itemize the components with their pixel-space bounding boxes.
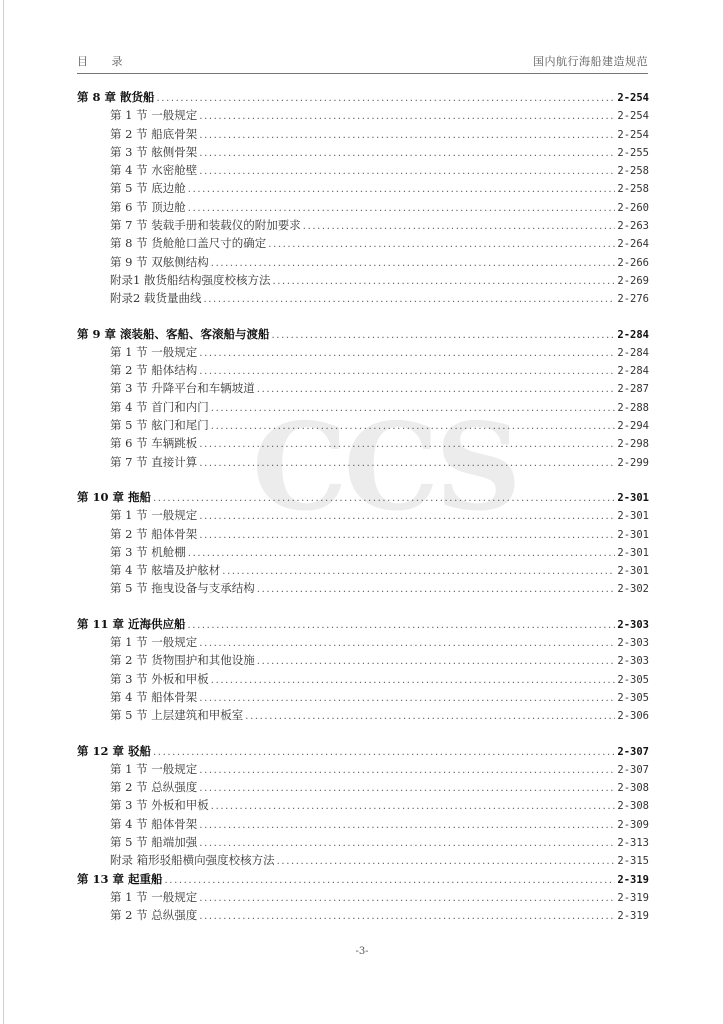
dot-leader [157,90,616,108]
toc-entry-page: 2-287 [617,383,649,396]
toc-entry-page: 2-319 [617,891,649,904]
dot-leader [211,798,616,816]
toc-entry-title: 第 3 节 外板和甲板 [110,671,209,686]
page-edge-left [3,0,4,1024]
dot-leader [199,690,615,708]
toc-section-row[interactable] [77,906,649,924]
toc-entry-page: 2-315 [617,855,649,868]
dot-leader [199,762,615,780]
dot-leader [153,744,615,762]
toc-section-row[interactable] [77,271,649,289]
toc-section-row[interactable] [77,833,649,851]
toc-section-row[interactable] [77,760,649,778]
toc-entry-title: 附录1 散货船结构强度校核方法 [110,272,271,287]
dot-leader [199,527,615,545]
toc-section-row[interactable] [77,579,649,597]
toc-entry-title: 附录 箱形驳船横向强度校核方法 [110,853,275,868]
toc-entry-page: 2-303 [617,618,649,631]
toc-chapter-row[interactable] [77,870,649,888]
toc-section-row[interactable] [77,361,649,379]
toc-entry-page: 2-254 [617,92,649,104]
dot-leader [257,581,616,599]
toc-section-row[interactable] [77,416,649,434]
page-number: -3- [355,946,369,957]
toc-entry-page: 2-254 [617,110,649,123]
toc-chapter-group [77,325,649,471]
toc-section-row[interactable] [77,815,649,833]
toc-entry-page: 2-266 [617,256,649,269]
toc-chapter-row[interactable] [77,742,649,760]
dot-leader [188,545,616,563]
toc-entry-page: 2-313 [617,836,649,849]
toc-entry-title: 第 9 节 双舷侧结构 [110,254,209,269]
toc-entry-title: 第 12 章 驳船 [77,743,152,758]
toc-section-row[interactable] [77,143,649,161]
toc-chapter-group [77,88,649,308]
toc-entry-page: 2-319 [617,873,649,886]
toc-chapter-group [77,870,649,925]
toc-entry-page: 2-254 [617,128,649,141]
toc-section-row[interactable] [77,198,649,216]
toc-entry-title: 第 1 节 一般规定 [110,508,198,523]
toc-entry-title: 第 11 章 近海供应船 [77,616,186,631]
toc-entry-title: 第 4 节 船体骨架 [110,689,198,704]
toc-entry-title: 第 2 节 船体骨架 [110,526,198,541]
toc-entry-title: 第 7 节 装载手册和装载仪的附加要求 [110,218,301,233]
toc-entry-page: 2-284 [617,346,649,359]
toc-section-row[interactable] [77,106,649,124]
toc-entry-title: 第 1 节 一般规定 [110,889,198,904]
toc-section-row[interactable] [77,778,649,796]
toc-section-row[interactable] [77,216,649,234]
dot-leader [211,255,616,273]
toc-entry-page: 2-301 [617,528,649,541]
dot-leader [199,508,615,526]
toc-entry-page: 2-303 [617,655,649,668]
toc-entry-title: 第 7 节 直接计算 [110,454,198,469]
toc-entry-title: 附录2 载货量曲线 [110,291,202,306]
ccs-watermark: CCS [252,397,518,538]
table-of-contents [77,88,649,941]
toc-section-row[interactable] [77,125,649,143]
dot-leader [199,108,615,126]
toc-entry-title: 第 2 节 总纵强度 [110,780,198,795]
toc-section-row[interactable] [77,851,649,869]
toc-section-row[interactable] [77,706,649,724]
dot-leader [199,890,615,908]
toc-entry-page: 2-307 [617,763,649,776]
dot-leader [257,653,616,671]
toc-entry-title: 第 5 节 上层建筑和甲板室 [110,708,244,723]
dot-leader [199,817,615,835]
dot-leader [268,236,615,254]
toc-entry-title: 第 3 节 机舱棚 [110,544,186,559]
dot-leader [153,490,615,508]
dot-leader [203,291,615,309]
dot-leader [245,708,615,726]
toc-entry-page: 2-308 [617,782,649,795]
dot-leader [211,400,616,418]
toc-entry-page: 2-260 [617,201,649,214]
toc-section-row[interactable] [77,543,649,561]
toc-entry-page: 2-301 [617,565,649,578]
header-rule [77,73,648,74]
toc-chapter-row[interactable] [77,615,649,633]
toc-section-row[interactable] [77,651,649,669]
toc-section-row[interactable] [77,379,649,397]
toc-entry-page: 2-284 [617,365,649,378]
toc-entry-page: 2-302 [617,583,649,596]
toc-entry-title: 第 6 节 顶边舱 [110,199,186,214]
toc-section-row[interactable] [77,289,649,307]
toc-entry-title: 第 2 节 货物围护和其他设施 [110,653,255,668]
toc-chapter-row[interactable] [77,88,649,106]
toc-chapter-group [77,488,649,598]
toc-entry-title: 第 9 章 滚装船、客船、客滚船与渡船 [77,326,270,341]
dot-leader [199,127,615,145]
toc-section-row[interactable] [77,161,649,179]
toc-section-row[interactable] [77,633,649,651]
dot-leader [165,872,616,890]
toc-section-row[interactable] [77,670,649,688]
toc-entry-title: 第 5 节 舷门和尾门 [110,418,209,433]
dot-leader [272,273,615,291]
toc-section-row[interactable] [77,796,649,814]
toc-entry-page: 2-301 [617,510,649,523]
toc-section-row[interactable] [77,888,649,906]
dot-leader [199,635,615,653]
toc-entry-page: 2-308 [617,800,649,813]
toc-entry-title: 第 8 节 货舱舱口盖尺寸的确定 [110,236,267,251]
toc-entry-title: 第 2 节 船体结构 [110,363,198,378]
dot-leader [199,780,615,798]
header-book-title: 国内航行海船建造规范 [533,55,648,68]
toc-entry-page: 2-255 [617,146,649,159]
header-section-title: 目 录 [77,55,133,68]
toc-section-row[interactable] [77,253,649,271]
toc-section-row[interactable] [77,234,649,252]
dot-leader [211,418,616,436]
toc-entry-title: 第 13 章 起重船 [77,871,163,886]
toc-entry-page: 2-309 [617,818,649,831]
toc-entry-page: 2-258 [617,165,649,178]
toc-entry-title: 第 5 节 底边舱 [110,181,186,196]
toc-section-row[interactable] [77,179,649,197]
toc-chapter-group [77,615,649,725]
dot-leader [277,853,616,871]
dot-leader [199,908,615,926]
toc-section-row[interactable] [77,434,649,452]
toc-entry-page: 2-301 [617,491,649,504]
toc-entry-page: 2-276 [617,293,649,306]
toc-entry-title: 第 4 节 船体骨架 [110,816,198,831]
dot-leader [188,181,616,199]
dot-leader [188,617,616,635]
toc-entry-title: 第 5 节 拖曳设备与支承结构 [110,581,255,596]
toc-entry-page: 2-301 [617,546,649,559]
toc-entry-page: 2-319 [617,910,649,923]
toc-entry-title: 第 5 节 船端加强 [110,834,198,849]
toc-entry-page: 2-299 [617,456,649,469]
toc-section-row[interactable] [77,343,649,361]
toc-chapter-group [77,742,649,870]
toc-entry-page: 2-264 [617,238,649,251]
dot-leader [199,455,615,473]
toc-entry-page: 2-305 [617,691,649,704]
toc-entry-page: 2-298 [617,438,649,451]
toc-section-row[interactable] [77,453,649,471]
toc-entry-title: 第 4 节 舷墙及护舷材 [110,563,221,578]
dot-leader [222,563,615,581]
toc-section-row[interactable] [77,688,649,706]
toc-entry-page: 2-307 [617,745,649,758]
toc-entry-title: 第 4 节 水密舱壁 [110,163,198,178]
toc-entry-title: 第 3 节 外板和甲板 [110,798,209,813]
toc-chapter-row[interactable] [77,325,649,343]
toc-chapter-row[interactable] [77,488,649,506]
toc-entry-title: 第 1 节 一般规定 [110,108,198,123]
toc-entry-title: 第 1 节 一般规定 [110,344,198,359]
toc-section-row[interactable] [77,506,649,524]
toc-entry-page: 2-305 [617,673,649,686]
toc-entry-title: 第 2 节 总纵强度 [110,908,198,923]
toc-section-row[interactable] [77,525,649,543]
toc-entry-title: 第 1 节 一般规定 [110,635,198,650]
dot-leader [199,163,615,181]
dot-leader [272,327,616,345]
toc-entry-page: 2-288 [617,401,649,414]
dot-leader [199,363,615,381]
toc-entry-page: 2-284 [617,328,649,341]
toc-entry-title: 第 3 节 升降平台和车辆坡道 [110,381,255,396]
dot-leader [257,381,616,399]
toc-entry-page: 2-306 [617,710,649,723]
toc-entry-title: 第 8 章 散货船 [77,90,155,104]
toc-entry-title: 第 3 节 舷侧骨架 [110,144,198,159]
toc-section-row[interactable] [77,561,649,579]
toc-entry-title: 第 2 节 船底骨架 [110,126,198,141]
dot-leader [211,672,616,690]
dot-leader [303,218,616,236]
toc-entry-page: 2-303 [617,637,649,650]
toc-entry-title: 第 1 节 一般规定 [110,761,198,776]
toc-entry-page: 2-294 [617,420,649,433]
dot-leader [199,436,615,454]
toc-entry-title: 第 6 节 车辆跳板 [110,436,198,451]
dot-leader [199,345,615,363]
toc-entry-page: 2-258 [617,183,649,196]
toc-entry-page: 2-269 [617,274,649,287]
running-header [77,53,648,71]
toc-section-row[interactable] [77,398,649,416]
toc-entry-page: 2-263 [617,220,649,233]
toc-entry-title: 第 10 章 拖船 [77,489,152,504]
toc-entry-title: 第 4 节 首门和内门 [110,399,209,414]
dot-leader [199,145,615,163]
